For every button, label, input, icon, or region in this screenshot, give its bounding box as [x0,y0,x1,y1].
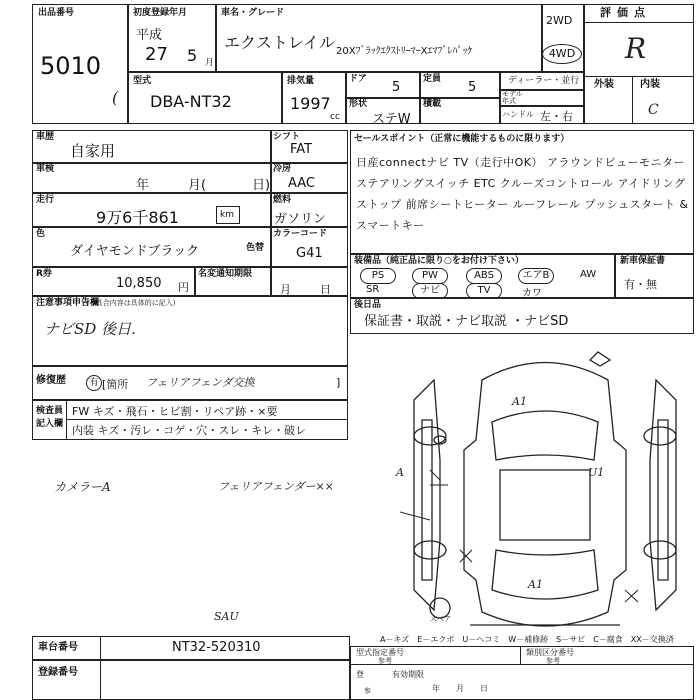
recycle-value: 10,850 [116,276,162,291]
load-label: 積載 [423,99,442,109]
notes-label: 注意事項申告欄 [36,298,100,308]
rating-score: R [625,32,647,65]
handle-label: ハンドル [502,110,534,119]
hand-note-fender: フェリアフェンダー×× [218,480,334,493]
hand-note-camera: カメラーA [54,480,111,494]
rating-divider [584,22,694,23]
displacement-value: 1997 [290,94,331,113]
equipment-manual-label: 新車保証書 [620,256,666,266]
car-label: 車名・グレード [221,8,285,18]
inspector-hline [66,419,348,420]
lot-number: 5010 [40,52,102,80]
bottom-day: 日 [480,684,488,693]
inspection-label: 車検 [36,164,55,174]
recycle-unit: 円 [178,281,189,294]
inspection-month: 月( [188,178,207,193]
first-reg-era: 平成 [136,28,163,43]
color-label: 色 [36,229,46,239]
notes-handwritten: ナビSD 後日. [44,320,136,338]
bottom-ref-2: 参考 [546,657,560,665]
registration-label: 登録番号 [38,667,78,678]
car-left-side [414,380,440,610]
equipment-label: 装備品（純正品に限り○をお付け下さい） [354,256,524,266]
front-mark [590,352,610,366]
equip-leather: カワ [522,288,542,299]
equip-ps: PS [360,268,396,284]
lot-mark: ( [112,88,119,107]
fuel-label: 燃料 [273,195,292,205]
bottom-ref-3: 参 [364,687,371,695]
color-code-label: カラーコード [273,229,328,239]
body-type-label: 形状 [349,99,368,109]
car-windshield [492,411,598,460]
detail-hline-4 [32,266,348,268]
inspector-vline [66,400,67,440]
shift-label: シフト [273,132,301,142]
notes-sublabel: (不具合内容は具体的に記入) [86,299,176,307]
bottom-validity: 有効期限 [392,670,424,679]
damage-a1-bottom: A1 [528,578,543,591]
bottom-year: 年 [432,684,440,693]
chassis-divider [100,636,101,660]
car-grade: 20XﾌﾞﾗｯｸｴｸｽﾄﾘｰﾏｰXｴﾏﾌﾞﾚﾊﾟｯｹ [336,46,473,57]
title-expiry-month: 月 [280,283,291,296]
bottom-month: 月 [456,684,464,693]
equip-aw: AW [580,269,597,280]
inspector-row-2: 内装 キズ・汚レ・コゲ・穴・スレ・キレ・破レ [72,424,307,437]
wheel-rear-left [414,541,446,559]
repair-yes-mark: 有 [86,375,102,391]
repair-handwritten: フェリアフェンダ交換 [146,376,255,389]
repair-close-bracket: ] [336,376,341,389]
damage-legend: A－キズ E－エクボ U－ヘコミ W－補修跡 S－サビ C－腐食 XX－交換済 [380,635,674,644]
rating-divider-2 [584,76,694,77]
recycle-label: R券 [36,269,52,279]
equip-tv: TV [466,283,502,299]
displacement-unit: cc [330,112,340,122]
first-reg-month-unit: 月 [205,58,215,68]
inspector-label-1: 検査員 [36,406,64,416]
model-year-label: モデル年式 [502,90,523,105]
rating-vdivider [632,76,633,124]
inspection-year: 年 [136,178,150,193]
repair-label: 修復歴 [36,375,66,386]
capacity-label: 定員 [423,74,442,84]
dealer-label: ディーラー・並行 [508,76,580,86]
equipment-manual-value: 有・無 [624,278,657,291]
mileage-label: 走行 [36,195,55,205]
rating-label: 評価点 [600,6,651,19]
selling-points-text: 日産connectナビ TV（走行中OK） アラウンドビューモニター ステアリングスイッチ ETC クルーズコントロール アイドリングストップ 前席シートヒーター ルーフレール プッシュスタート &スマートキー [356,156,689,232]
inspection-day: 日) [252,178,271,193]
equipment-divider [614,254,616,298]
shift-value: FAT [290,142,313,157]
history-value: 自家用 [70,142,116,160]
equip-pw: PW [412,268,448,284]
wheel-front-right [644,427,676,445]
car-top-outline [464,363,626,627]
mileage-unit: km [220,210,234,220]
inspector-row-1: FW キズ・飛石・ヒビ割・リペア跡・×要 [72,405,278,418]
bottom-class: 類別区分番号 [526,648,574,657]
rating-interior-label: 内装 [640,79,660,90]
bottom-table-vline [520,646,521,664]
repair-location-label: [箇所 [102,378,129,391]
car-right-side [650,380,676,610]
selling-points-label: セールスポイント（正常に機能するものに限ります） [354,134,570,144]
color-code-value: G41 [296,246,323,261]
doors-value: 5 [392,80,401,95]
model-label: 型式 [133,76,152,86]
title-expiry-day: 日 [320,283,331,296]
car-roof [500,470,590,540]
car-damage-diagram [400,340,690,640]
inspector-label-2: 記入欄 [36,419,64,429]
color-value: ダイヤモンドブラック [70,244,200,259]
bottom-ref-1: 参考 [378,657,392,665]
equip-airbag: エアB [518,268,554,284]
damage-a1-top: A1 [512,395,527,408]
hand-note-bottom: SAU [214,610,239,623]
registration-divider [100,660,101,700]
body-type-value: ステW [372,112,411,127]
ac-value: AAC [288,176,315,191]
doors-label: ドア [349,74,367,84]
registration-box [32,660,350,700]
car-name: エクストレイル [224,33,336,52]
rating-exterior-label: 外装 [594,79,614,90]
bottom-reg: 登 [356,670,364,679]
displacement-label: 排気量 [287,76,315,86]
drive-4wd: 4WD [542,44,582,64]
damage-a-left: A [396,466,404,479]
detail-hline-1 [32,162,348,164]
detail-vline [270,130,272,296]
capacity-value: 5 [468,80,477,95]
spare-label: スペア [430,615,451,623]
damage-x-left [460,550,472,562]
mileage-value: 9万6千861 [96,208,179,227]
car-rear-window [492,550,598,599]
color-repaint-label: 色替 [246,243,265,253]
handle-options: 左・右 [540,110,573,123]
bottom-table-hline [350,664,694,665]
damage-x-rear-right [625,590,638,602]
drive-2wd: 2WD [546,14,573,27]
after-doc-value: 保証書・取説・ナビ取説 ・ナビSD [364,314,569,329]
fuel-value: ガソリン [274,212,327,227]
history-label: 車歴 [36,132,55,142]
first-reg-label: 初度登録年月 [133,8,188,18]
equip-abs: ABS [466,268,502,284]
wheel-rear-right [644,541,676,559]
equip-navi: ナビ [412,283,448,299]
recycle-divider [194,266,196,296]
rating-interior-value: C [648,102,659,118]
after-doc-label: 後日品 [354,300,382,310]
equip-sr: SR [366,284,380,295]
damage-u1: U1 [588,466,605,479]
chassis-label: 車台番号 [38,642,78,653]
bottom-type-cert: 型式指定番号 [356,648,404,657]
first-reg-month: 5 [187,46,198,65]
first-reg-year: 27 [145,44,168,65]
chassis-value: NT32-520310 [172,640,261,655]
ac-label: 冷房 [273,164,292,174]
lot-label: 出品番号 [38,8,75,18]
model-value: DBA-NT32 [150,92,232,111]
title-expiry-label: 名変通知期限 [198,269,253,279]
